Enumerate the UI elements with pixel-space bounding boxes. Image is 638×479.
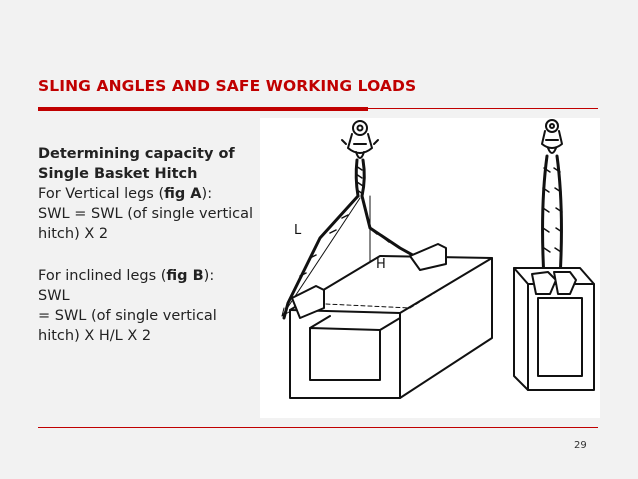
sling-illustration <box>260 118 600 418</box>
vertical-suffix: ): <box>201 186 213 202</box>
label-h: H <box>376 257 386 272</box>
inclined-prefix: For inclined legs ( <box>38 268 167 284</box>
inclined-suffix: ): <box>203 268 215 284</box>
vertical-formula: SWL = SWL (of single vertical hitch) X 2 <box>38 206 254 242</box>
vertical-fig-ref: fig A <box>164 186 202 202</box>
slide-title: SLING ANGLES AND SAFE WORKING LOADS <box>38 77 417 95</box>
inclined-legs-label <box>38 266 260 286</box>
vertical-legs-label <box>38 184 260 204</box>
left-hook-icon <box>342 121 378 158</box>
vertical-prefix: For Vertical legs ( <box>38 186 165 202</box>
inclined-formula-line1: SWL <box>38 288 70 304</box>
page-number: 29 <box>574 440 587 451</box>
section-heading: Determining capacity of Single Basket Hitch <box>38 146 235 182</box>
inclined-formula-line2: = SWL (of single vertical hitch) X H/L X 2 <box>38 308 217 344</box>
body-text <box>38 144 260 346</box>
title-underline-thin <box>368 108 598 109</box>
inclined-fig-ref: fig B <box>166 268 204 284</box>
title-underline-thick <box>38 107 368 111</box>
right-hook-icon <box>542 120 562 153</box>
basket-hitch-drawing <box>260 118 600 418</box>
label-l: L <box>294 223 302 238</box>
footer-rule <box>38 427 598 428</box>
